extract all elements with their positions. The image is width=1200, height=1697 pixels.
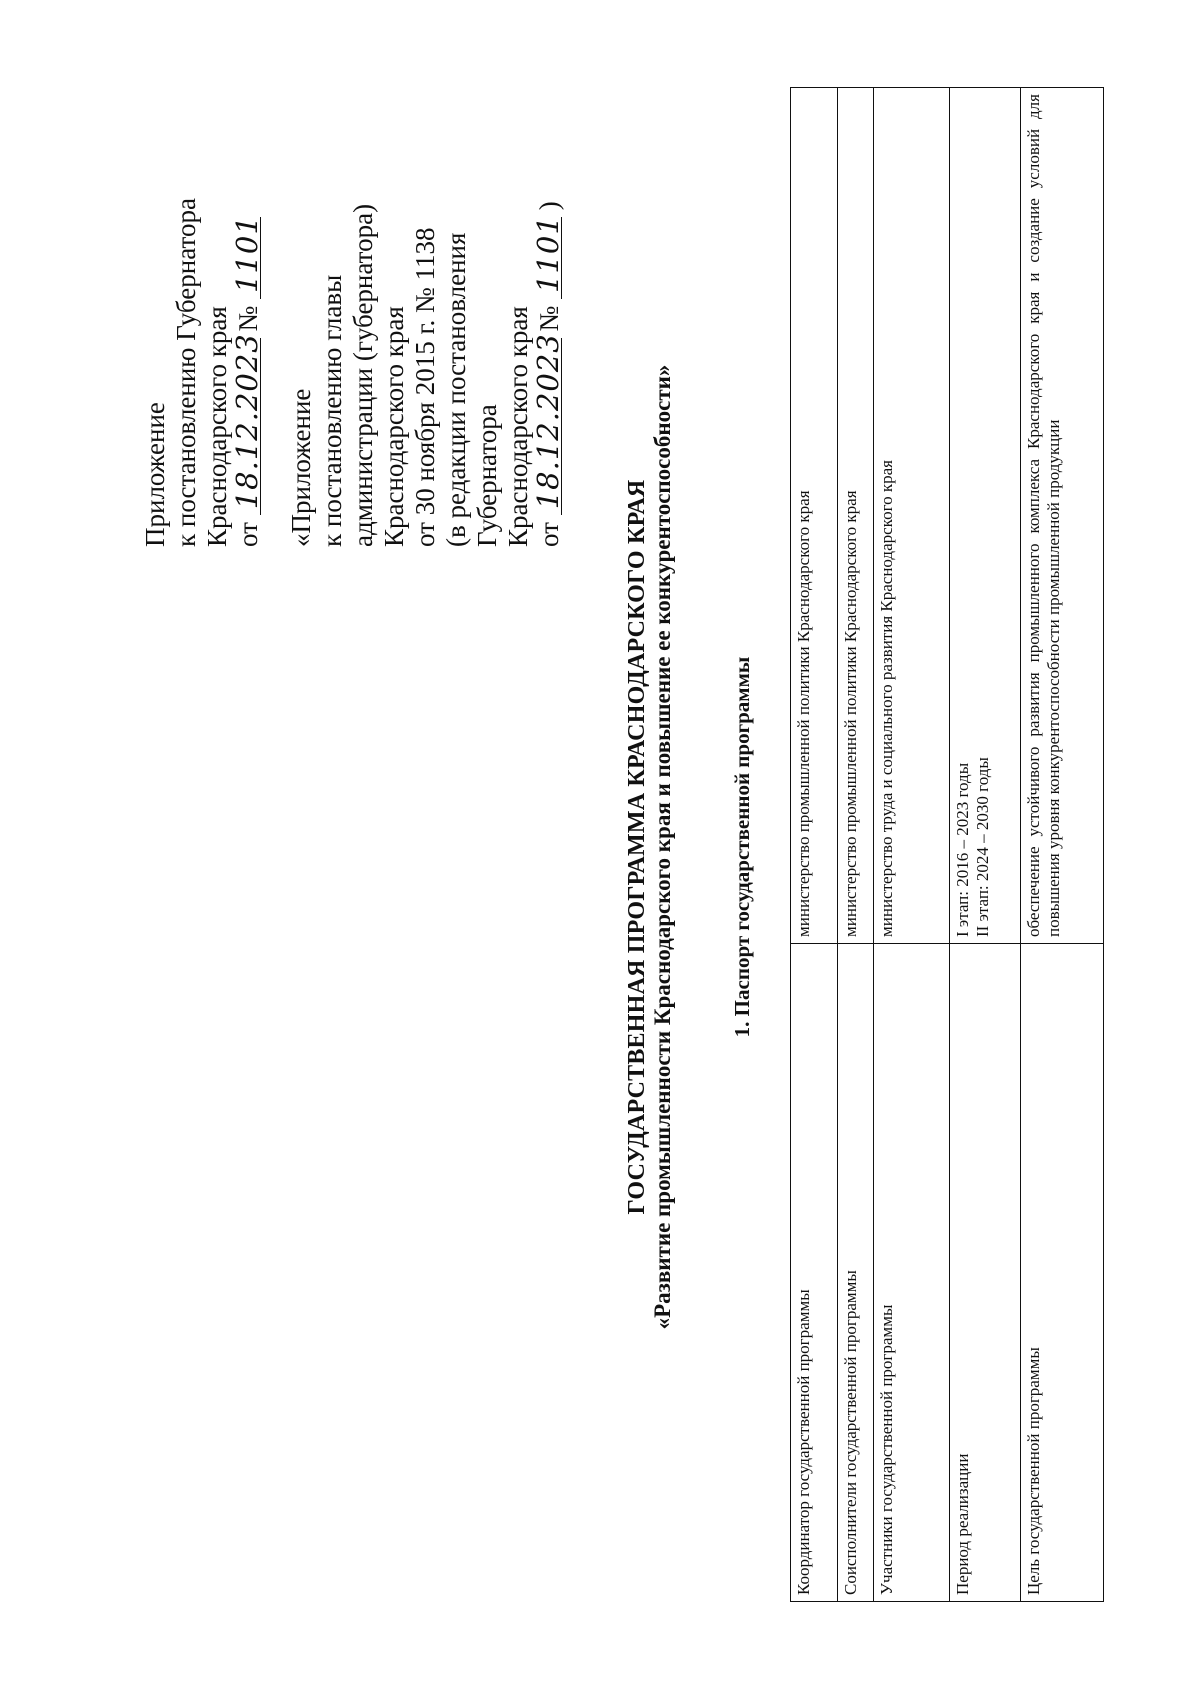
prior-appendix-line: Краснодарского края: [379, 306, 409, 547]
row-value: министерство труда и социального развития Краснодарского края: [874, 88, 950, 944]
closing-paren: ): [534, 201, 564, 211]
passport-table: [790, 87, 1104, 1602]
row-label: Период реализации: [950, 944, 1021, 1602]
table-row: [791, 88, 838, 1602]
appendix-line: Краснодарского края: [202, 306, 232, 547]
prior-appendix-line: к постановлению главы: [317, 274, 347, 547]
row-label: Соисполнители государственной программы: [838, 944, 874, 1602]
handwritten-number: 1101: [234, 217, 261, 299]
document-title: [624, 137, 676, 1557]
passport-heading: 1. Паспорт государственной программы: [730, 656, 754, 1038]
appendix-line: Приложение: [140, 402, 170, 547]
prior-appendix-line: (в редакции постановления: [441, 232, 471, 547]
prior-appendix-line: администрации (губернатора): [348, 203, 378, 547]
table-row: [950, 88, 1021, 1602]
row-value: обеспечение устойчивого развития промышленного комплекса Краснодарского края и создание условий для повышения уровня конкурентоспособности промышленной продукции: [1021, 88, 1104, 944]
date-prefix: от: [233, 522, 263, 547]
prior-appendix-line: «Приложение: [286, 388, 316, 547]
program-title: ГОСУДАРСТВЕННАЯ ПРОГРАММА КРАСНОДАРСКОГО КРАЯ: [624, 479, 650, 1215]
prior-appendix-block: [286, 201, 565, 547]
row-label: Цель государственной программы: [1021, 944, 1104, 1602]
prior-appendix-line: от 30 ноября 2015 г. № 1138: [410, 227, 440, 547]
handwritten-number: 1101: [535, 217, 562, 299]
row-value: [950, 88, 1021, 944]
program-subtitle: «Развитие промышленности Краснодарского края и повышение ее конкурентоспособности»: [650, 364, 675, 1330]
handwritten-date: 18.12.2023: [535, 338, 562, 515]
row-label: Координатор государственной программы: [791, 944, 838, 1602]
prior-appendix-line: Губернатора: [472, 404, 502, 547]
number-prefix: №: [534, 305, 564, 332]
row-value: министерство промышленной политики Краснодарского края: [838, 88, 874, 944]
appendix-line: к постановлению Губернатора: [171, 198, 201, 547]
number-prefix: №: [233, 305, 263, 332]
prior-appendix-date-line: [531, 201, 565, 547]
table-row: [874, 88, 950, 1602]
appendix-block: [140, 198, 264, 547]
row-value: министерство промышленной политики Краснодарского края: [791, 88, 838, 944]
date-prefix: от: [534, 522, 564, 547]
handwritten-date: 18.12.2023: [234, 338, 261, 515]
period-stage-2: II этап: 2024 – 2030 годы: [973, 757, 992, 937]
table-row: [838, 88, 874, 1602]
table-row: [1021, 88, 1104, 1602]
row-label: Участники государственной программы: [874, 944, 950, 1602]
appendix-date-line: [230, 198, 264, 547]
period-stage-1: I этап: 2016 – 2023 годы: [953, 762, 972, 937]
prior-appendix-line: Краснодарского края: [503, 306, 533, 547]
